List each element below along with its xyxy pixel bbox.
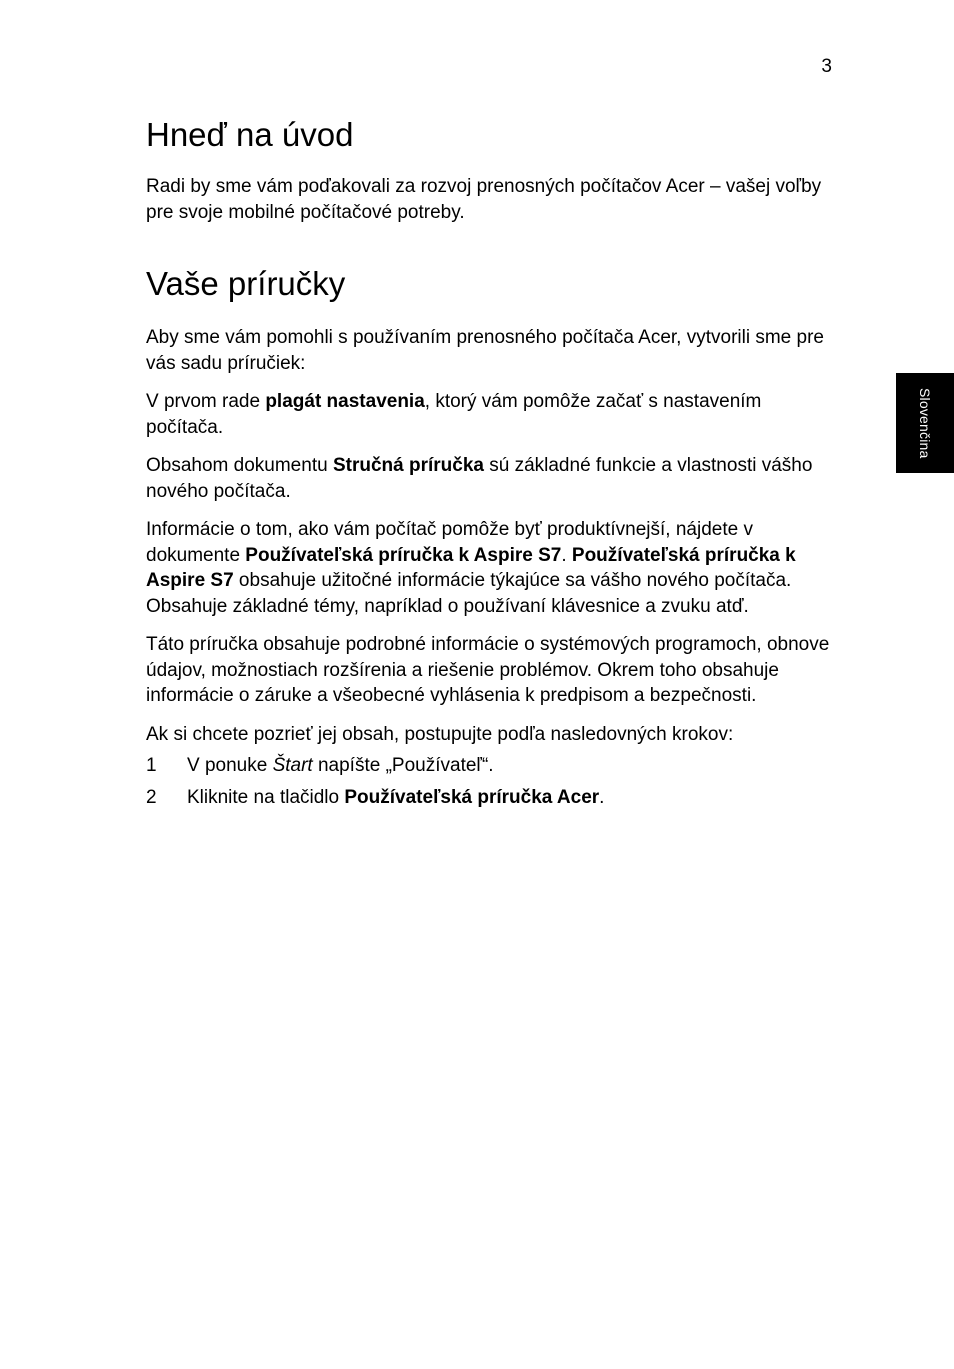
acer-manual-button-term: Používateľská príručka Acer <box>344 786 600 808</box>
language-tab-label: Slovenčina <box>917 387 933 459</box>
manuals-paragraph-3: Obsahom dokumentu Stručná príručka sú základné funkcie a vlastnosti vášho nového počítača. <box>146 455 813 502</box>
document-body <box>146 112 836 810</box>
step-number: 2 <box>146 786 157 808</box>
list-item <box>146 753 836 779</box>
list-item <box>146 785 836 811</box>
setup-poster-term: plagát nastavenia <box>265 391 425 412</box>
manuals-paragraph-6: Ak si chcete pozrieť jej obsah, postupujte podľa nasledovných krokov: <box>146 723 734 745</box>
quick-guide-term: Stručná príručka <box>332 455 484 476</box>
step-text: V ponuke Štart napíšte „Používateľ“. <box>187 755 494 776</box>
manuals-paragraph-2: V prvom rade plagát nastavenia, ktorý vám pomôže začať s nastavením počítača. <box>146 391 762 438</box>
language-tab <box>896 373 954 473</box>
intro-paragraph: Radi by sme vám poďakovali za rozvoj prenosných počítačov Acer – vašej voľby pre svoje mobilné počítačové potreby. <box>146 176 822 223</box>
manuals-paragraph-5: Táto príručka obsahuje podrobné informácie o systémových programoch, obnove údajov, možnostiach rozšírenia a riešenie problémov. Okrem toho obsahuje informácie o záruke a všeobecné vyhlásenia k predpisom a bezpečnosti. <box>146 634 830 706</box>
step-number: 1 <box>146 755 157 776</box>
manuals-paragraph-1: Aby sme vám pomohli s používaním prenosného počítača Acer, vytvorili sme pre vás sadu príručiek: <box>146 327 824 374</box>
steps-list <box>146 753 836 810</box>
user-manual-term-2: Používateľská príručka k Aspire S7 <box>146 544 796 591</box>
page-number: 3 <box>821 56 832 77</box>
manuals-paragraph-4: Informácie o tom, ako vám počítač pomôže byť produktívnejší, nájdete v dokumente Používateľská príručka k Aspire S7. Používateľská príručka k Aspire S7 obsahuje užitočné informácie týkajúce sa vášho nového počítača. Obsahuje základné témy, napríklad o používaní klávesnice a zvuku atď. <box>146 519 796 617</box>
heading-manuals: Vaše príručky <box>146 265 346 302</box>
start-menu-term: Štart <box>272 755 313 776</box>
step-text: Kliknite na tlačidlo Používateľská príručka Acer. <box>187 786 605 808</box>
heading-intro: Hneď na úvod <box>146 116 354 153</box>
user-manual-term: Používateľská príručka k Aspire S7 <box>245 544 562 566</box>
